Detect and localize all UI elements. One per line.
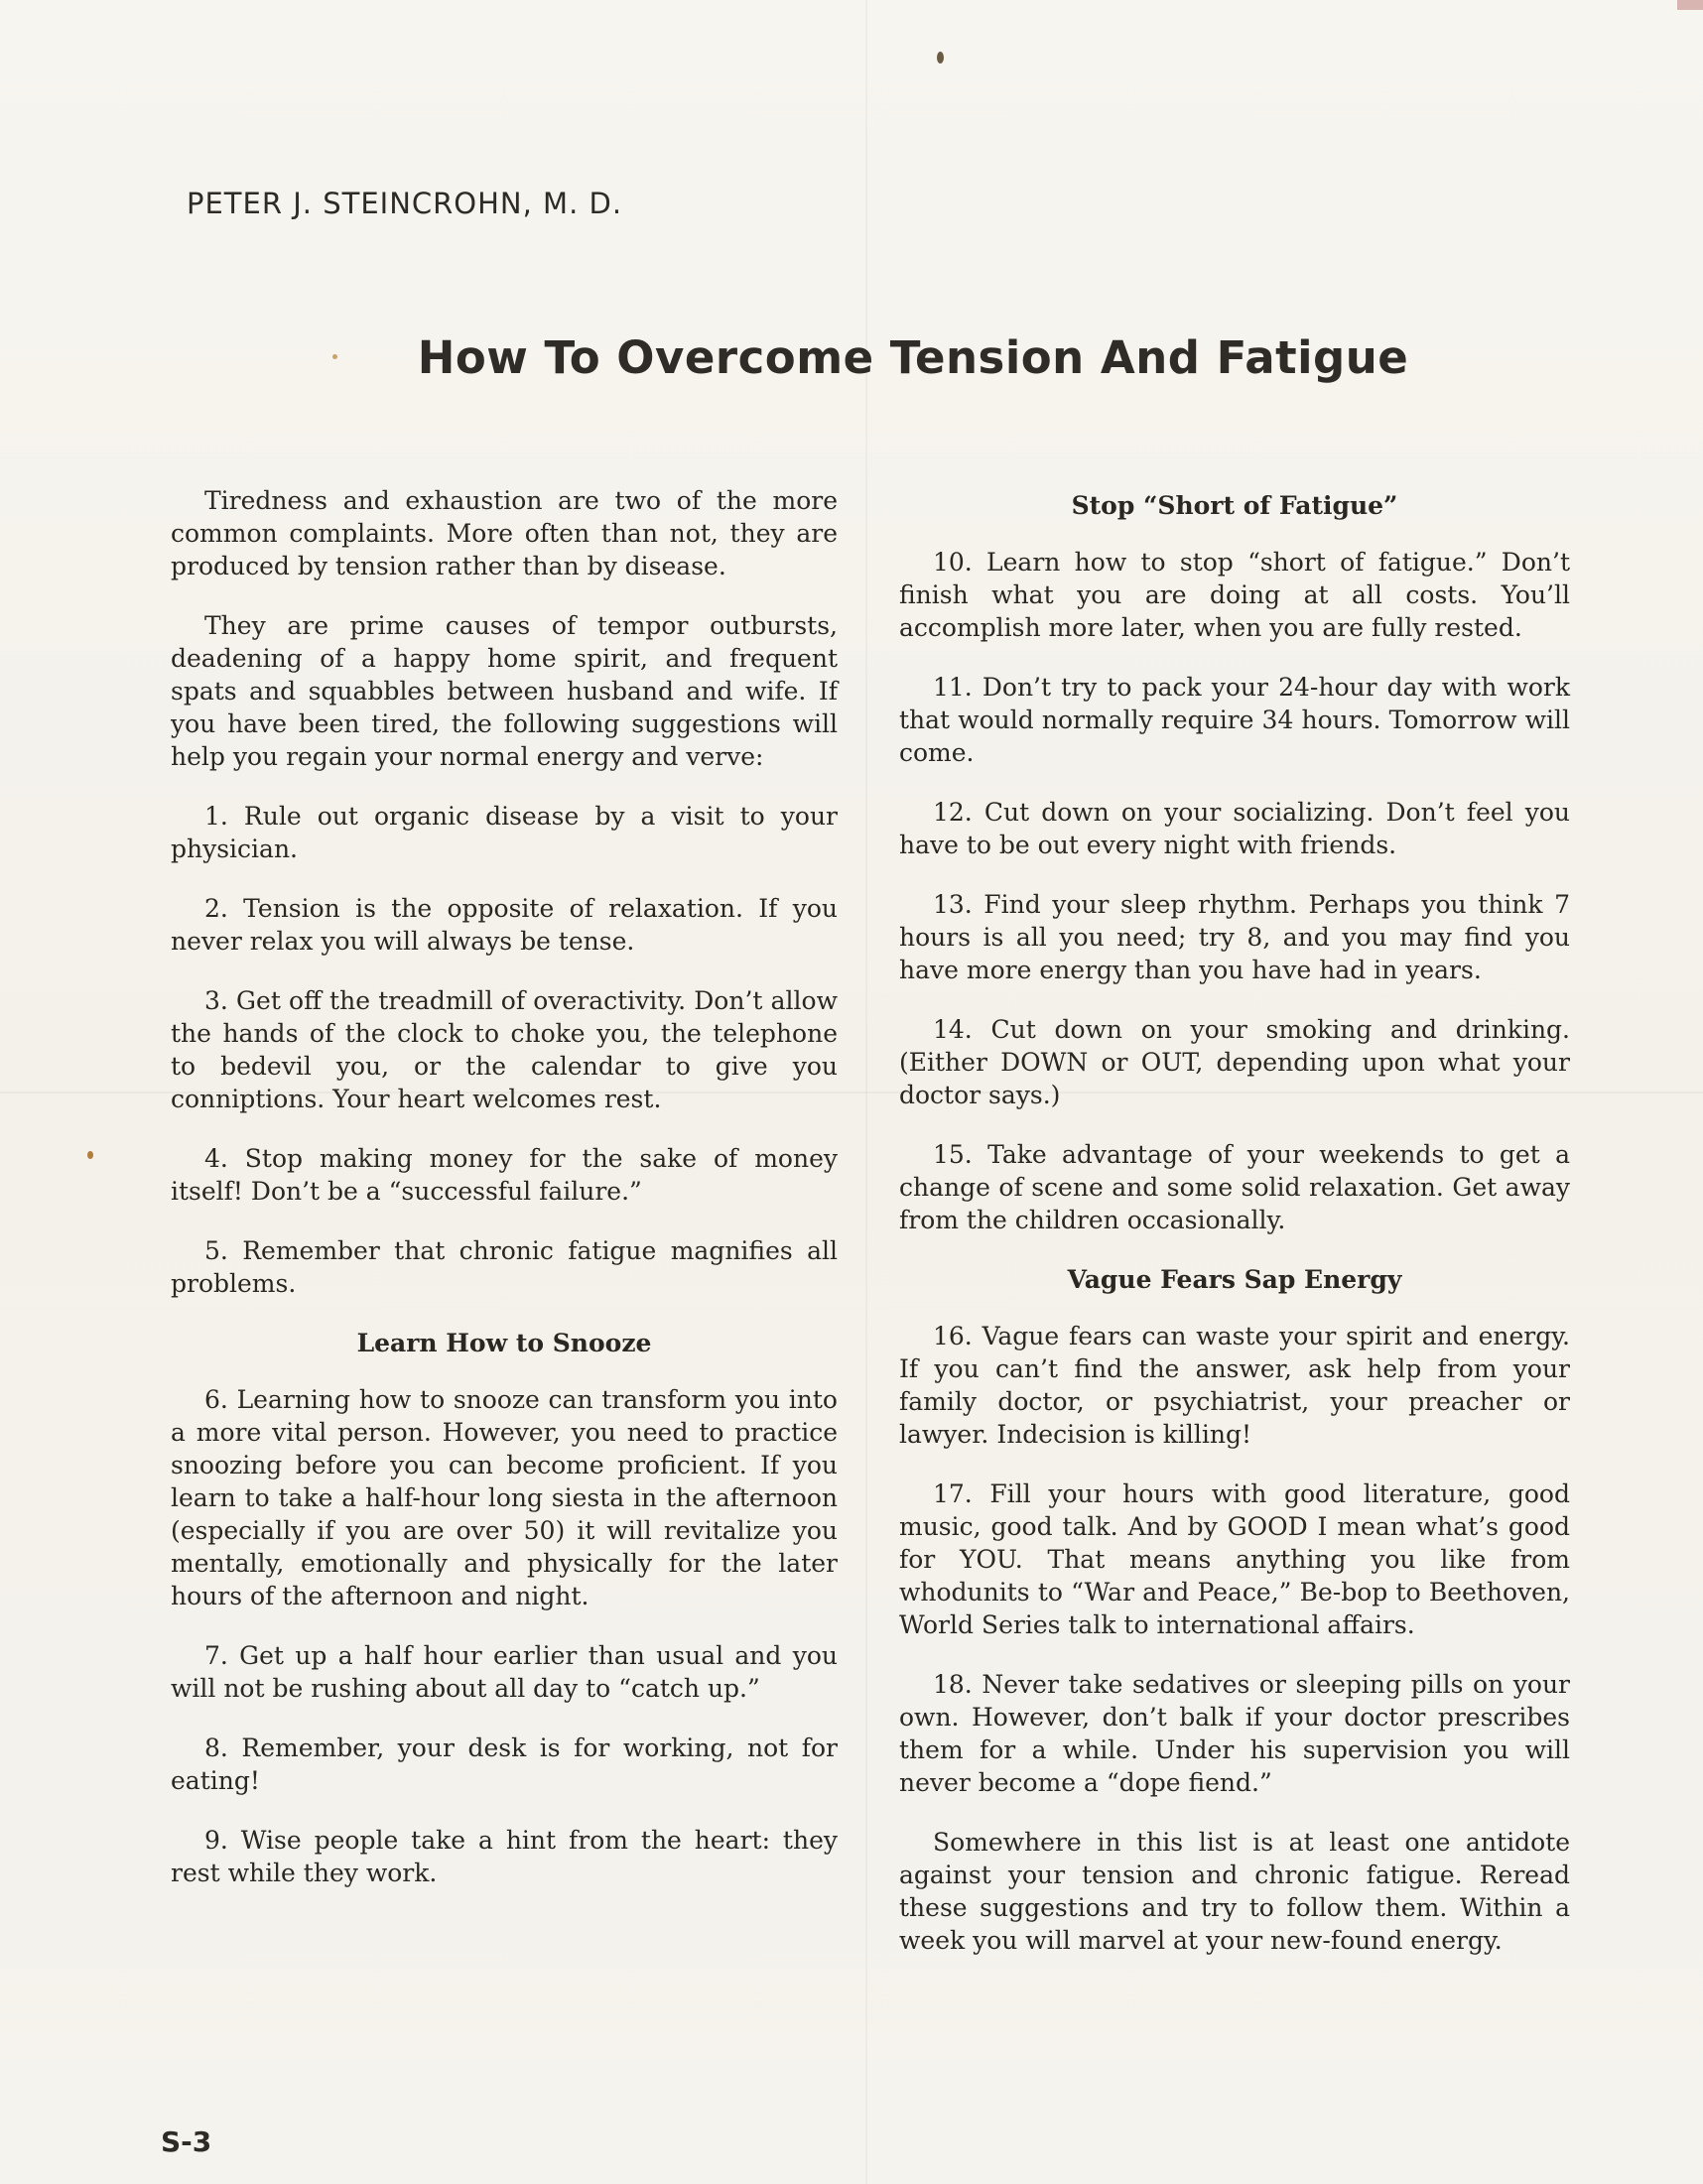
tip-item-11: 11. Don’t try to pack your 24-hour day with work that would normally require 34 hours. Tomorrow will come. [899, 673, 1570, 767]
section-heading-snooze: Learn How to Snooze [356, 1329, 652, 1357]
tip-item-4: 4. Stop making money for the sake of money itself! Don’t be a “successful failure.” [171, 1144, 838, 1206]
tip-item-9: 9. Wise people take a hint from the heart: they rest while they work. [171, 1826, 838, 1887]
section-heading-vague-fears: Vague Fears Sap Energy [1067, 1265, 1402, 1294]
tip-item-7: 7. Get up a half hour earlier than usual and you will not be rushing about all day to “catch up.” [171, 1641, 838, 1703]
tip-item-18: 18. Never take sedatives or sleeping pills on your own. However, don’t balk if your doctor prescribes them for a while. Under his supervision you will never become a “dope fiend.” [899, 1670, 1570, 1797]
left-column [171, 484, 838, 1916]
tip-item-6: 6. Learning how to snooze can transform you into a more vital person. However, you need to practice snoozing before you can become proficient. If you learn to take a half-hour long siesta in the afternoon (especially if you are over 50) it will revitalize you mentally, emotionally and physically for the later hours of the afternoon and night. [171, 1385, 838, 1610]
closing-paragraph: Somewhere in this list is at least one antidote against your tension and chronic fatigue. Reread these suggestions and try to follow them. Within a week you will marvel at your new-found energy. [899, 1828, 1570, 1955]
tip-item-15: 15. Take advantage of your weekends to get a change of scene and some solid relaxation. Get away from the children occasionally. [899, 1140, 1570, 1234]
ink-speck [87, 1151, 93, 1159]
ink-speck [937, 52, 944, 64]
tip-item-16: 16. Vague fears can waste your spirit and energy. If you can’t find the answer, ask help from your family doctor, or psychiatrist, your preacher or lawyer. Indecision is killing! [899, 1322, 1570, 1449]
tip-item-13: 13. Find your sleep rhythm. Perhaps you think 7 hours is all you need; try 8, and you may find you have more energy than you have had in years. [899, 890, 1570, 984]
page-title: How To Overcome Tension And Fatigue [417, 331, 1409, 384]
tip-item-17: 17. Fill your hours with good literature, good music, good talk. And by GOOD I mean what’s good for YOU. That means anything you like from whodunits to “War and Peace,” Be-bop to Beethoven, World Series talk to international affairs. [899, 1479, 1570, 1639]
section-heading-short-of-fatigue: Stop “Short of Fatigue” [1071, 491, 1398, 520]
page-number: S-3 [161, 2125, 212, 2158]
paper-fold-vertical [865, 0, 867, 2184]
tip-item-10: 10. Learn how to stop “short of fatigue.” Don’t finish what you are doing at all costs. You’ll accomplish more later, when you are fully rested. [899, 548, 1570, 642]
tip-item-3: 3. Get off the treadmill of overactivity. Don’t allow the hands of the clock to choke you, the telephone to bedevil you, or the calendar to give you conniptions. Your heart welcomes rest. [171, 986, 838, 1113]
intro-paragraph: They are prime causes of tempor outbursts, deadening of a happy home spirit, and frequent spats and squabbles between husband and wife. If you have been tired, the following suggestions will help you regain your normal energy and verve: [171, 611, 838, 771]
intro-paragraph: Tiredness and exhaustion are two of the more common complaints. More often than not, they are produced by tension rather than by disease. [171, 486, 838, 580]
tip-item-2: 2. Tension is the opposite of relaxation. If you never relax you will always be tense. [171, 894, 838, 956]
tip-item-5: 5. Remember that chronic fatigue magnifies all problems. [171, 1236, 838, 1298]
page-edge-mark [1677, 0, 1703, 10]
tip-item-1: 1. Rule out organic disease by a visit to your physician. [171, 802, 838, 863]
tip-item-12: 12. Cut down on your socializing. Don’t feel you have to be out every night with friends. [899, 798, 1570, 859]
right-column [899, 484, 1570, 1984]
author-name: PETER J. STEINCROHN, M. D. [187, 187, 623, 220]
tip-item-14: 14. Cut down on your smoking and drinking. (Either DOWN or OUT, depending upon what your doctor says.) [899, 1015, 1570, 1109]
tip-item-8: 8. Remember, your desk is for working, not for eating! [171, 1734, 838, 1795]
